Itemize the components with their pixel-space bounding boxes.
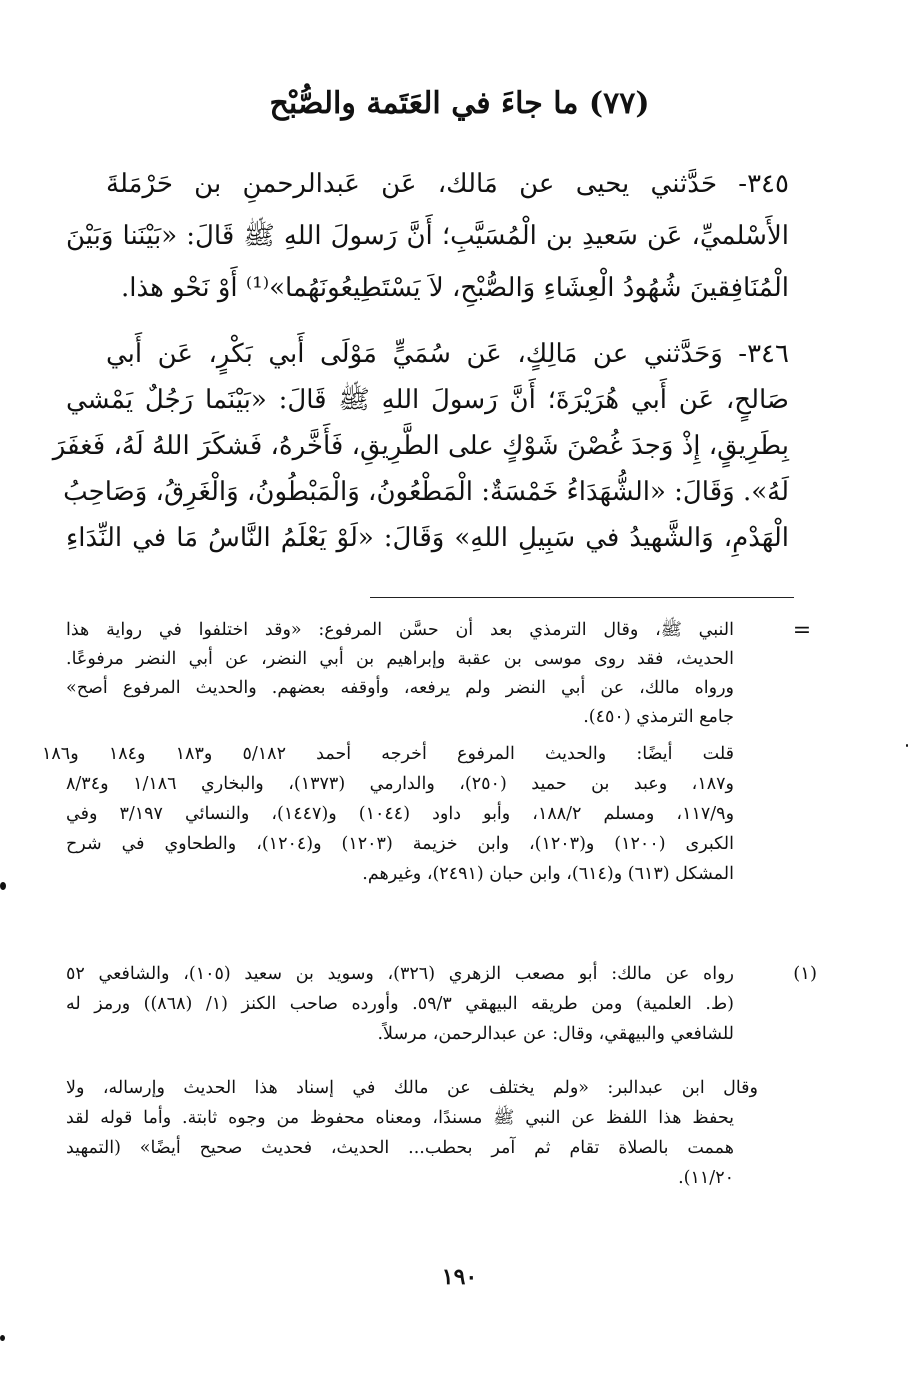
footnote-line: ١١/٢٠). (678, 1168, 734, 1188)
footnote-line: و١٨٧، وعبد بن حميد (٢٥٠)، والدارمي (١٣٧٣)، والبخاري ١/١٨٦ و٨/٣٤ (66, 774, 734, 794)
footnote-continuation-mark: = (792, 618, 812, 643)
text-line: الْهَدْمِ، وَالشَّهيدُ في سَبِيلِ اللهِ» وَقَالَ: «لَوْ يَعْلَمُ النَّاسُ مَا في النِّدَاءِ (66, 523, 789, 553)
footnote-line: هممت بالصلاة تقام ثم آمر بحطب... الحديث، فحديث صحيح أيضًا» (التمهيد (66, 1138, 734, 1158)
footnote-line: رواه عن مالك: أبو مصعب الزهري (٣٢٦)، وسويد بن سعيد (١٠٥)، والشافعي ٥٢ (66, 964, 734, 984)
footnote-line: جامع الترمذي (٤٥٠). (583, 707, 734, 727)
footnote-line: قلت أيضًا: والحديث المرفوع أخرجه أحمد ٥/١٨٢ و١٨٣ و١٨٤ و١٨٦ (42, 744, 735, 764)
scan-speck (0, 882, 6, 890)
text-line: الْمُنَافِقينَ شُهُودُ الْعِشَاءِ وَالصُّبْحِ، لاَ يَسْتَطِيعُونَهُما»⁽¹⁾ أَوْ نَحْو هذا. (121, 273, 789, 303)
text-line: ٣٤٥- حَدَّثني يحيى عن مَالك، عَن عَبدالرحمنِ بن حَرْمَلةَ (106, 169, 789, 199)
scan-speck (906, 744, 908, 747)
footnote-line: الحديث، فقد روى موسى بن عقبة وإبراهيم بن أبي النضر، عن أبي النضر مرفوعًا. (66, 649, 734, 669)
chapter-title: (٧٧) ما جاءَ في العَتَمة والصُّبْح (269, 86, 650, 121)
footnote-line: ورواه مالك، عن أبي النضر ولم يرفعه، وأوقفه بعضهم. والحديث المرفوع أصح» (66, 678, 734, 698)
text-line: الأَسْلميِّ، عَن سَعيدِ بن الْمُسَيَّبِ؛ أَنَّ رَسولَ اللهِ ﷺ قَالَ: «بَيْنَنا وَبَيْنَ (66, 221, 789, 251)
footnote-line: وقال ابن عبدالبر: «ولم يختلف عن مالك في إسناد هذا الحديث وإرساله، ولا (66, 1078, 758, 1098)
footnote-line: النبي ﷺ، وقال الترمذي بعد أن حسَّن المرفوع: «وقد اختلفوا في رواية هذا (66, 620, 734, 640)
footnote-number: (١) (793, 963, 817, 984)
text-line: بِطَرِيقٍ، إِذْ وَجدَ غُصْنَ شَوْكٍ على الطَّرِيقِ، فَأَخَّرهُ، فَشكَرَ اللهُ لَهُ، فَغفَرَ (52, 431, 789, 461)
page-number: ١٩٠ (441, 1264, 478, 1290)
footnote-line: يحفظ هذا اللفظ عن النبي ﷺ مسندًا، ومعناه محفوظ من وجوه ثابتة. وأما قوله لقد (66, 1108, 734, 1128)
text-line: ٣٤٦- وَحَدَّثني عن مَالِكٍ، عَن سُمَيٍّ مَوْلَى أَبي بَكْرٍ، عَن أَبي (106, 339, 789, 369)
text-line: لَهُ». وَقَالَ: «الشُّهَدَاءُ خَمْسَةٌ: الْمَطْعُونُ، وَالْمَبْطُونُ، وَالْغَرِقُ، وَصَاحِبُ (63, 477, 789, 507)
text-line: صَالحٍ، عَن أَبي هُرَيْرَةَ؛ أَنَّ رَسولَ اللهِ ﷺ قَالَ: «بَيْنَما رَجُلٌ يَمْشي (66, 385, 789, 415)
footnote-line: و١١٧/٩، ومسلم ١٨٨/٢، وأبو داود (١٠٤٤) و(١٤٤٧)، والنسائي ٣/١٩٧ وفي (66, 804, 735, 824)
footnote-separator (370, 597, 794, 598)
footnote-line: للشافعي والبيهقي، وقال: عن عبدالرحمن، مرسلاً. (377, 1024, 734, 1044)
scan-speck (0, 1335, 5, 1341)
footnote-line: الكبرى (١٢٠٠) و(١٢٠٣)، وابن خزيمة (١٢٠٣) و(١٢٠٤)، والطحاوي في شرح (66, 834, 735, 854)
footnote-line: المشكل (٦١٣) و(٦١٤)، وابن حبان (٢٤٩١)، وغيرهم. (362, 864, 734, 884)
footnote-line: (ط. العلمية) ومن طريقه البيهقي ٥٩/٣. وأورده صاحب الكنز (١/ (٨٦٨)) ورمز له (66, 994, 734, 1014)
